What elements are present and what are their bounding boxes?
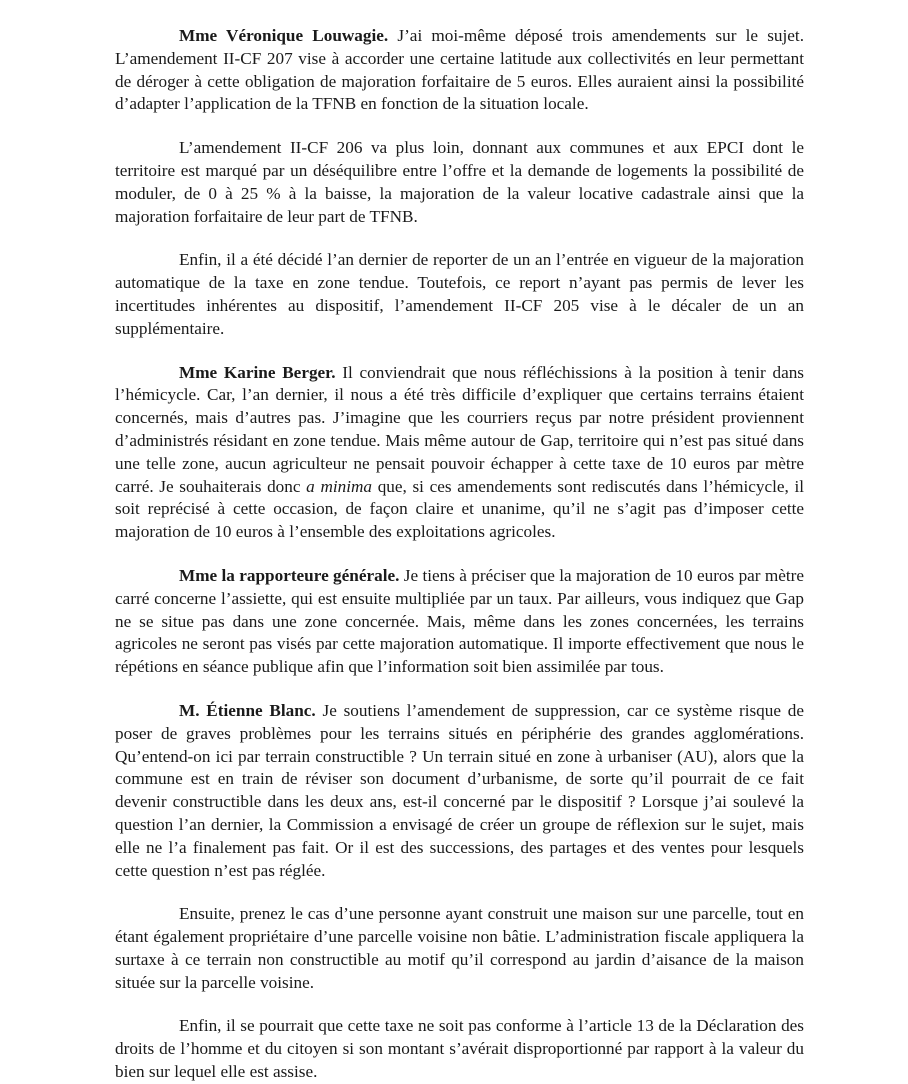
paragraph-rapporteure — [115, 565, 804, 679]
paragraph-text: Enfin, il se pourrait que cette taxe ne soit pas conforme à l’article 13 de la Déclaration des droits de l’homme et du citoyen si son montant s’avérait disproportionné par rapport à la valeur du bien sur lequel elle est assise. — [115, 1016, 804, 1082]
paragraph-text: Enfin, il a été décidé l’an dernier de reporter de un an l’entrée en vigueur de la majoration automatique de la taxe en zone tendue. Toutefois, ce report n’ayant pas permis de lever les incertitudes inhérentes au dispositif, l’amendement II-CF 205 vise à le décaler de un an supplémentaire. — [115, 250, 804, 338]
paragraph-text: Je tiens à préciser que la majoration de 10 euros par mètre carré concerne l’assiette, qui est ensuite multipliée par un taux. Par ailleurs, vous indiquez que Gap ne se situe pas dans une zone concernée. Mais, même dans les zones concernées, les terrains agricoles ne seront pas visés par cette majoration automatique. Il importe effectivement que nous le répétions en séance publique afin que l’information soit bien assimilée par tous. — [115, 565, 805, 677]
paragraph-amendment-206 — [115, 137, 804, 228]
paragraph-louwagie-amendments — [115, 25, 804, 116]
paragraph-text: que, si ces amendements sont rediscutés dans l’hémicycle, il soit reprécisé à cette occasion, de façon claire et unanime, qu’il ne s’agit pas d’imposer cette majoration de 10 euros à l’ensemble des exploitations agricoles. — [115, 476, 805, 542]
paragraph-blanc-example — [115, 903, 804, 994]
paragraph-berger — [115, 362, 804, 544]
paragraph-blanc — [115, 700, 804, 882]
paragraph-text: Ensuite, prenez le cas d’une personne ayant construit une maison sur une parcelle, tout en étant également propriétaire d’une parcelle voisine non bâtie. L’administration fiscale appliquera la surtaxe à ce terrain non constructible au motif qu’il correspond au jardin d’aisance de la maison située sur la parcelle voisine. — [115, 904, 804, 992]
paragraph-text: J’ai moi-même déposé trois amendements sur le sujet. L’amendement II-CF 207 vise à accorder une certaine latitude aux collectivités en leur permettant de déroger à cette obligation de majoration forfaitaire de 5 euros. Elles auraient ainsi la possibilité d’adapter l’application de la TFNB en fonction de la situation locale. — [115, 26, 804, 114]
paragraph-text: Je soutiens l’amendement de suppression, car ce système risque de poser de graves problèmes pour les terrains situés en périphérie des grandes agglomérations. Qu’entend-on ici par terrain constructible ? Un terrain situé en zone à urbaniser (AU), alors que la commune est en train de réviser son document d’urbanisme, de sorte qu’il pourrait de ce fait devenir constructible dans les deux ans, est-il concerné par le dispositif ? Lorsque j’ai soulevé la question l’an dernier, la Commission a envisagé de créer un groupe de réflexion sur le sujet, mais elle ne l’a finalement pas fait. Or il est des successions, des partages et des ventes pour lesquels cette question n’est pas réglée. — [115, 700, 804, 880]
latin-emphasis: a minima — [306, 476, 373, 496]
speaker-name: Mme Karine Berger. — [179, 362, 336, 382]
paragraph-text: Il conviendrait que nous réfléchissions à la position à tenir dans l’hémicycle. Car, l’an dernier, il nous a été très difficile d’expliquer que certains terrains étaient concernés, mais d’autres pas. J’imagine que les courriers reçus par notre président proviennent d’administrés résidant en zone tendue. Mais même autour de Gap, territoire qui n’est pas situé dans une telle zone, aucun agriculteur ne pensait pouvoir échapper à cette taxe de 10 euros par mètre carré. Je souhaiterais donc — [115, 362, 804, 496]
paragraph-amendment-205 — [115, 249, 804, 340]
speaker-name: M. Étienne Blanc. — [179, 700, 316, 720]
paragraph-blanc-conclusion — [115, 1015, 804, 1083]
speaker-name: Mme Véronique Louwagie. — [179, 26, 389, 45]
speaker-name: Mme la rapporteure générale. — [179, 565, 400, 585]
paragraph-text: L’amendement II-CF 206 va plus loin, donnant aux communes et aux EPCI dont le territoire est marqué par un déséquilibre entre l’offre et la demande de logements la possibilité de moduler, de 0 à 25 % à la baisse, la majoration de la valeur locative cadastrale ainsi que la majoration forfaitaire de leur part de TFNB. — [115, 138, 804, 226]
